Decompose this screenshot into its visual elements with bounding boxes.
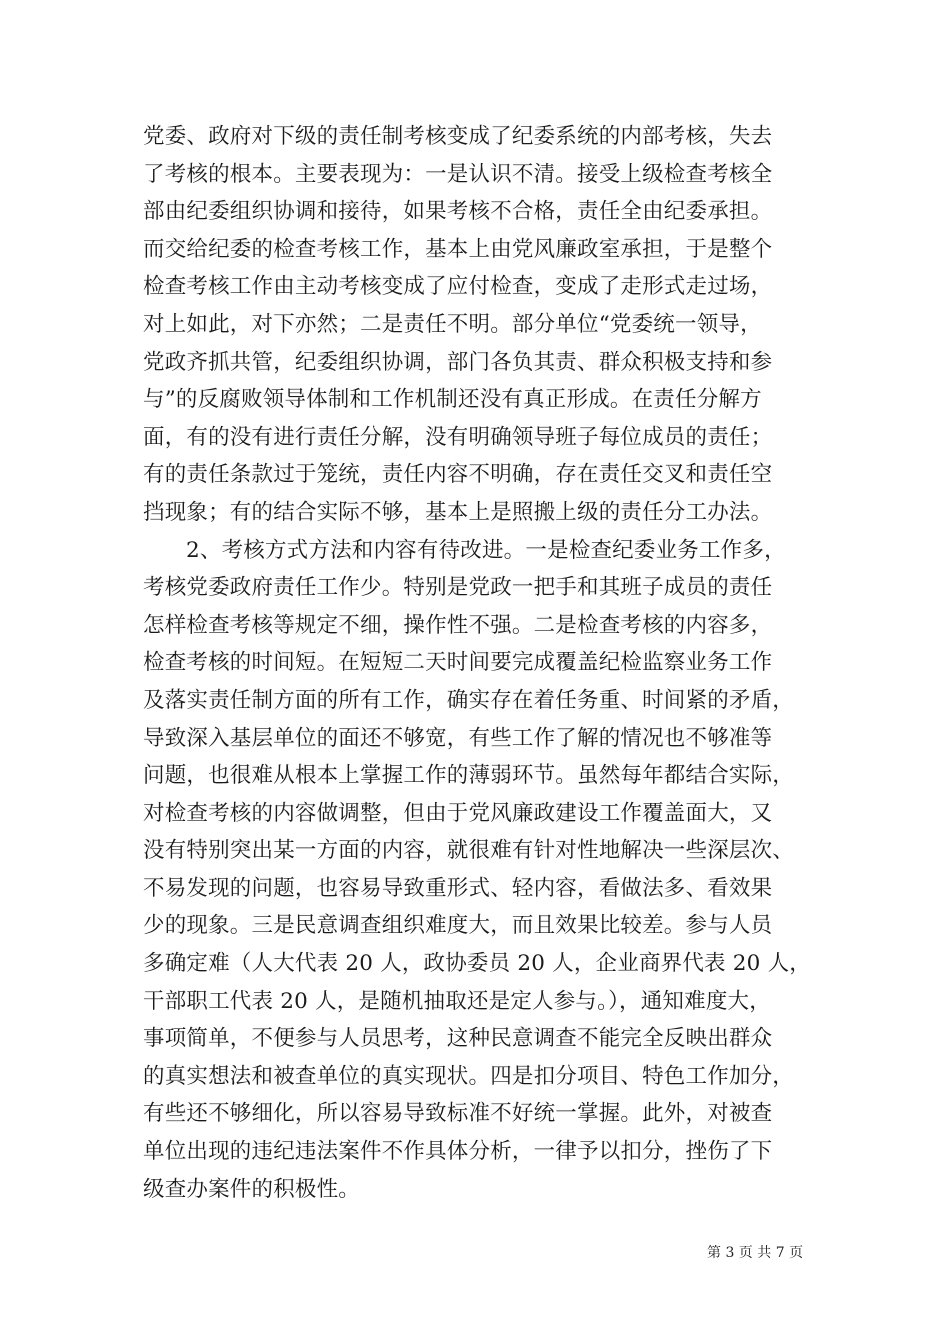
text-line: 面，有的没有进行责任分解，没有明确领导班子每位成员的责任； xyxy=(143,424,773,450)
text-line: 对上如此，对下亦然；二是责任不明。部分单位“党委统一领导， xyxy=(143,311,762,337)
text-line: 没有特别突出某一方面的内容，就很难有针对性地解决一些深层次、 xyxy=(143,838,795,864)
text-line: 少的现象。三是民意调查组织难度大，而且效果比较差。参与人员 xyxy=(143,913,773,939)
text-line: 多确定难（人大代表 20 人，政协委员 20 人，企业商界代表 20 人， xyxy=(143,951,811,977)
text-line: 有的责任条款过于笼统，责任内容不明确，存在责任交叉和责任空 xyxy=(143,462,773,488)
page-number-footer: 第 3 页 共 7 页 xyxy=(707,1245,804,1261)
text-line: 检查考核工作由主动考核变成了应付检查，变成了走形式走过场， xyxy=(143,274,773,300)
text-line: 导致深入基层单位的面还不够宽，有些工作了解的情况也不够准等 xyxy=(143,725,773,751)
text-line: 与”的反腐败领导体制和工作机制还没有真正形成。在责任分解方 xyxy=(143,387,762,413)
text-line: 怎样检查考核等规定不细，操作性不强。二是检查考核的内容多， xyxy=(143,612,773,638)
text-line: 干部职工代表 20 人，是随机抽取还是定人参与。），通知难度大， xyxy=(143,988,771,1014)
text-line: 问题，也很难从根本上掌握工作的薄弱环节。虽然每年都结合实际， xyxy=(143,763,795,789)
text-line: 党委、政府对下级的责任制考核变成了纪委系统的内部考核，失去 xyxy=(143,124,773,149)
text-line: 对检查考核的内容做调整，但由于党风廉政建设工作覆盖面大，又 xyxy=(143,800,773,826)
paragraph-start-line: 2、考核方式方法和内容有待改进。一是检查纪委业务工作多， xyxy=(186,537,786,563)
text-line: 而交给纪委的检查考核工作，基本上由党风廉政室承担，于是整个 xyxy=(143,236,773,262)
text-line: 的真实想法和被查单位的真实现状。四是扣分项目、特色工作加分， xyxy=(143,1063,795,1089)
text-line: 部由纪委组织协调和接待，如果考核不合格，责任全由纪委承担。 xyxy=(143,199,773,225)
text-line: 及落实责任制方面的所有工作，确实存在着任务重、时间紧的矛盾， xyxy=(143,687,795,713)
text-line: 了考核的根本。主要表现为：一是认识不清。接受上级检查考核全 xyxy=(143,161,773,187)
text-line: 挡现象；有的结合实际不够，基本上是照搬上级的责任分工办法。 xyxy=(143,499,773,525)
text-line: 检查考核的时间短。在短短二天时间要完成覆盖纪检监察业务工作 xyxy=(143,650,773,676)
text-line: 有些还不够细化，所以容易导致标准不好统一掌握。此外，对被查 xyxy=(143,1101,773,1127)
text-line: 级查办案件的积极性。 xyxy=(143,1176,361,1202)
text-line: 不易发现的问题，也容易导致重形式、轻内容，看做法多、看效果 xyxy=(143,875,773,901)
text-line: 事项简单，不便参与人员思考，这种民意调查不能完全反映出群众 xyxy=(143,1026,773,1052)
body-text xyxy=(143,118,813,1208)
text-line: 考核党委政府责任工作少。特别是党政一把手和其班子成员的责任 xyxy=(143,575,773,601)
text-line: 党政齐抓共管，纪委组织协调，部门各负其责、群众积极支持和参 xyxy=(143,349,773,375)
text-line: 单位出现的违纪违法案件不作具体分析，一律予以扣分，挫伤了下 xyxy=(143,1139,773,1165)
